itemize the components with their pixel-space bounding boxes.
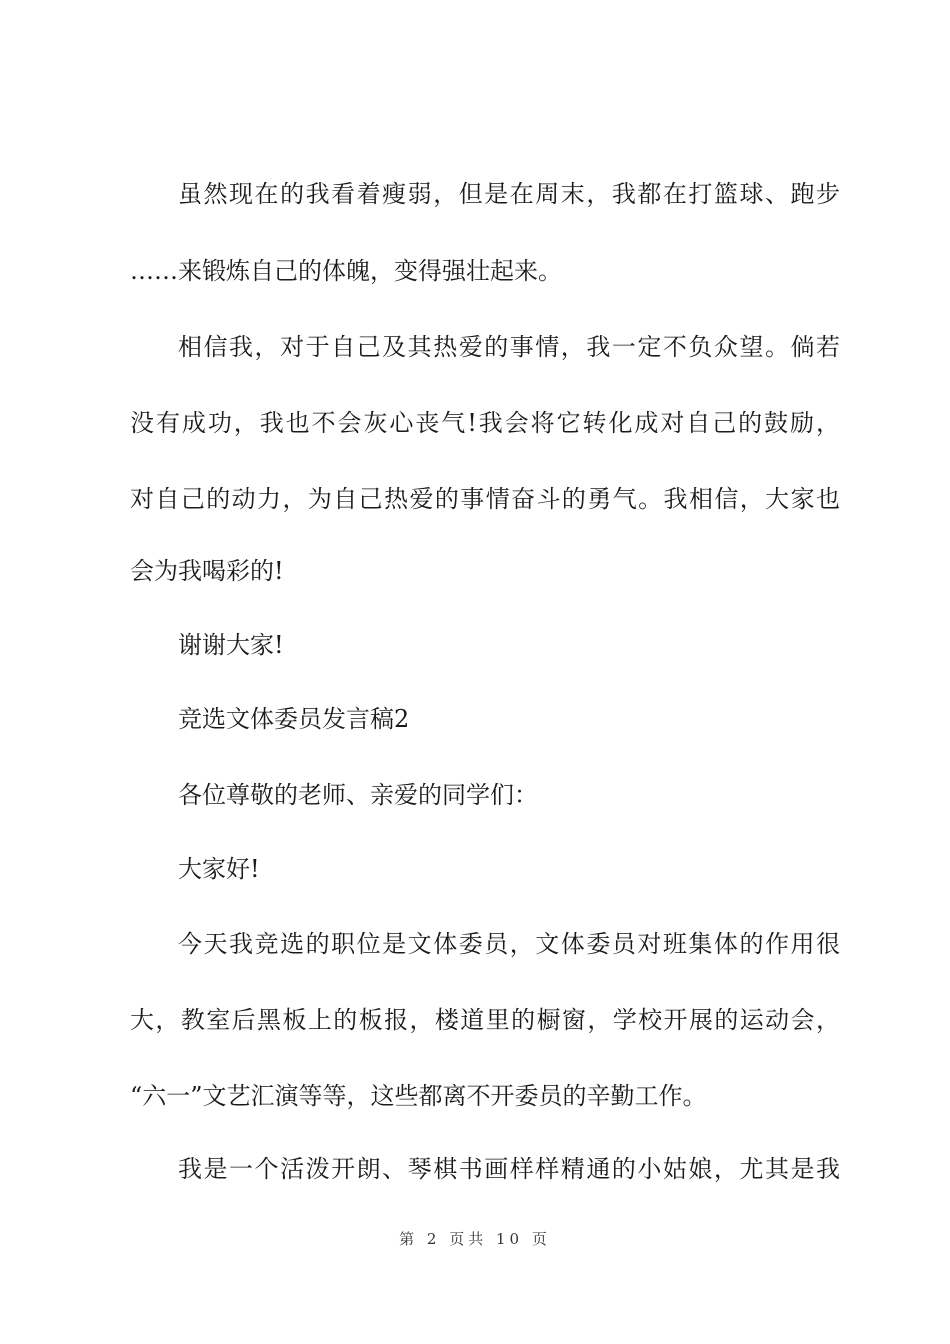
salutation: 各位尊敬的老师、亲爱的同学们：: [178, 781, 538, 809]
greeting: 大家好!: [178, 855, 260, 883]
section-title: 竞选文体委员发言稿2: [178, 705, 410, 733]
paragraph-line: “六一”文艺汇演等等，这些都离不开委员的辛勤工作。: [130, 1082, 707, 1110]
paragraph-line: 大，教室后黑板上的板报，楼道里的橱窗，学校开展的运动会，: [130, 1006, 840, 1034]
paragraph-line: 虽然现在的我看着瘦弱，但是在周末，我都在打篮球、跑步: [178, 180, 840, 208]
paragraph-line: 今天我竞选的职位是文体委员，文体委员对班集体的作用很: [178, 930, 840, 958]
paragraph-line: 谢谢大家!: [178, 631, 284, 659]
paragraph-line: 会为我喝彩的!: [130, 557, 284, 585]
paragraph-line: 对自己的动力，为自己热爱的事情奋斗的勇气。我相信，大家也: [130, 485, 840, 513]
page-number-footer: 第 2 页共 10 页: [399, 1230, 551, 1248]
paragraph-line: 没有成功，我也不会灰心丧气!我会将它转化成对自己的鼓励，: [130, 409, 840, 437]
paragraph-line: 我是一个活泼开朗、琴棋书画样样精通的小姑娘，尤其是我: [178, 1155, 840, 1183]
paragraph-line: 相信我，对于自己及其热爱的事情，我一定不负众望。倘若: [178, 333, 840, 361]
paragraph-line: ……来锻炼自己的体魄，变得强壮起来。: [130, 257, 562, 285]
